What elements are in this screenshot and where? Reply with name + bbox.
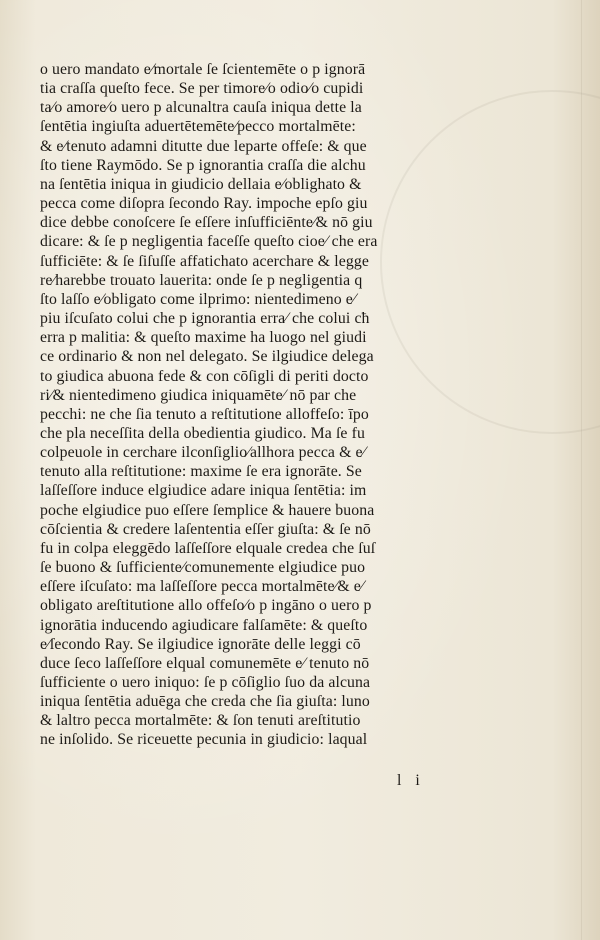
text-line: & laltro pecca mortalmēte: & ſon tenuti areſtitutio bbox=[40, 712, 361, 730]
page-text-block bbox=[40, 60, 480, 750]
text-line: che pla neceſſita della obedientia giudico. Ma ſe fu bbox=[40, 424, 365, 442]
page-edge-shadow bbox=[581, 0, 582, 940]
text-line: tenuto alla reſtitutione: maxime ſe era ignorāte. Se bbox=[40, 463, 362, 481]
text-line: erra p malitia: & queſto maxime ha luogo nel giudi bbox=[40, 329, 367, 347]
signature-mark: l i bbox=[397, 772, 425, 789]
text-line: ſto laſſo e⁄obligato come ilprimo: nientedimeno e⁄ bbox=[40, 290, 356, 308]
text-line: ne inſolido. Se riceuette pecunia in giudicio: laqual bbox=[40, 731, 368, 749]
text-line: ta⁄o amore⁄o uero p alcunaltra cauſa iniqua dette la bbox=[40, 99, 362, 117]
text-line: dicare: & ſe p negligentia faceſſe queſto cioe⁄ che era bbox=[40, 233, 378, 251]
text-line: obligato areſtitutione allo offeſo⁄o p ingāno o uero p bbox=[40, 597, 372, 615]
text-line: ſufficiēte: & ſe ſiſuſſe affatichato acerchare & legge bbox=[40, 252, 369, 270]
text-line: piu iſcuſato colui che p ignorantia erra⁄ che colui cħ bbox=[40, 310, 370, 328]
text-line: pecchi: ne che ſia tenuto a reſtitutione alloffeſo: īpo bbox=[40, 405, 369, 423]
text-line: to giudica abuona fede & con cōſigli di periti docto bbox=[40, 367, 369, 385]
text-line: cōſcientia & credere laſententia eſſer giuſta: & ſe nō bbox=[40, 520, 371, 538]
text-line: duce ſeco laſſeſſore elqual comunemēte e⁄ tenuto nō bbox=[40, 654, 370, 672]
text-line: tia craſſa queſto fece. Se per timore⁄o odio⁄o cupidi bbox=[40, 80, 364, 98]
text-line: eſſere iſcuſato: ma laſſeſſore pecca mortalmēte⁄& e⁄ bbox=[40, 578, 364, 596]
text-line: ſentētia ingiuſta aduertētemēte⁄pecco mortalmēte: bbox=[40, 118, 356, 136]
text-line: ri⁄& nientedimeno giudica iniquamēte⁄ nō par che bbox=[40, 386, 357, 404]
text-line: na ſentētia iniqua in giudicio dellaia e⁄oblighato & bbox=[40, 175, 362, 193]
text-line: iniqua ſentētia aduēga che creda che ſia giuſta: luno bbox=[40, 693, 370, 711]
text-line: e⁄ſecondo Ray. Se ilgiudice ignorāte delle leggi cō bbox=[40, 635, 361, 653]
text-line: ce ordinario & non nel delegato. Se ilgiudice delega bbox=[40, 348, 374, 366]
text-line: pecca come diſopra ſecondo Ray. impoche epſo giu bbox=[40, 195, 368, 213]
text-line: dice debbe conoſcere ſe eſſere inſufficiēnte⁄& nō giu bbox=[40, 214, 373, 232]
text-line: fu in colpa eleggēdo laſſeſſore elquale credea che ſuſ bbox=[40, 539, 376, 557]
text-line: ſufficiente o uero iniquo: ſe p cōſiglio ſuo da alcuna bbox=[40, 674, 371, 691]
text-line: colpeuole in cerchare ilconſiglio⁄allhora pecca & e⁄ bbox=[40, 444, 366, 462]
text-line: poche elgiudice puo eſſere ſemplice & hauere buona bbox=[40, 501, 375, 519]
text-line: ignorātia inducendo agiudicare falſamēte: & queſto bbox=[40, 616, 368, 634]
text-line: o uero mandato e⁄mortale ſe ſcientemēte o p ignorā bbox=[40, 61, 366, 78]
text-line: ſe buono & ſufficiente⁄comunemente elgiudice puo bbox=[40, 559, 366, 577]
text-line: ſto tiene Raymōdo. Se p ignorantia craſſa die alchu bbox=[40, 156, 366, 174]
text-line: laſſeſſore induce elgiudice adare iniqua ſentētia: im bbox=[40, 482, 367, 500]
text-line: & e⁄tenuto adamni ditutte due leparte offeſe: & que bbox=[40, 137, 367, 155]
text-line: re⁄harebbe trouato lauerita: onde ſe p negligentia q bbox=[40, 271, 363, 289]
